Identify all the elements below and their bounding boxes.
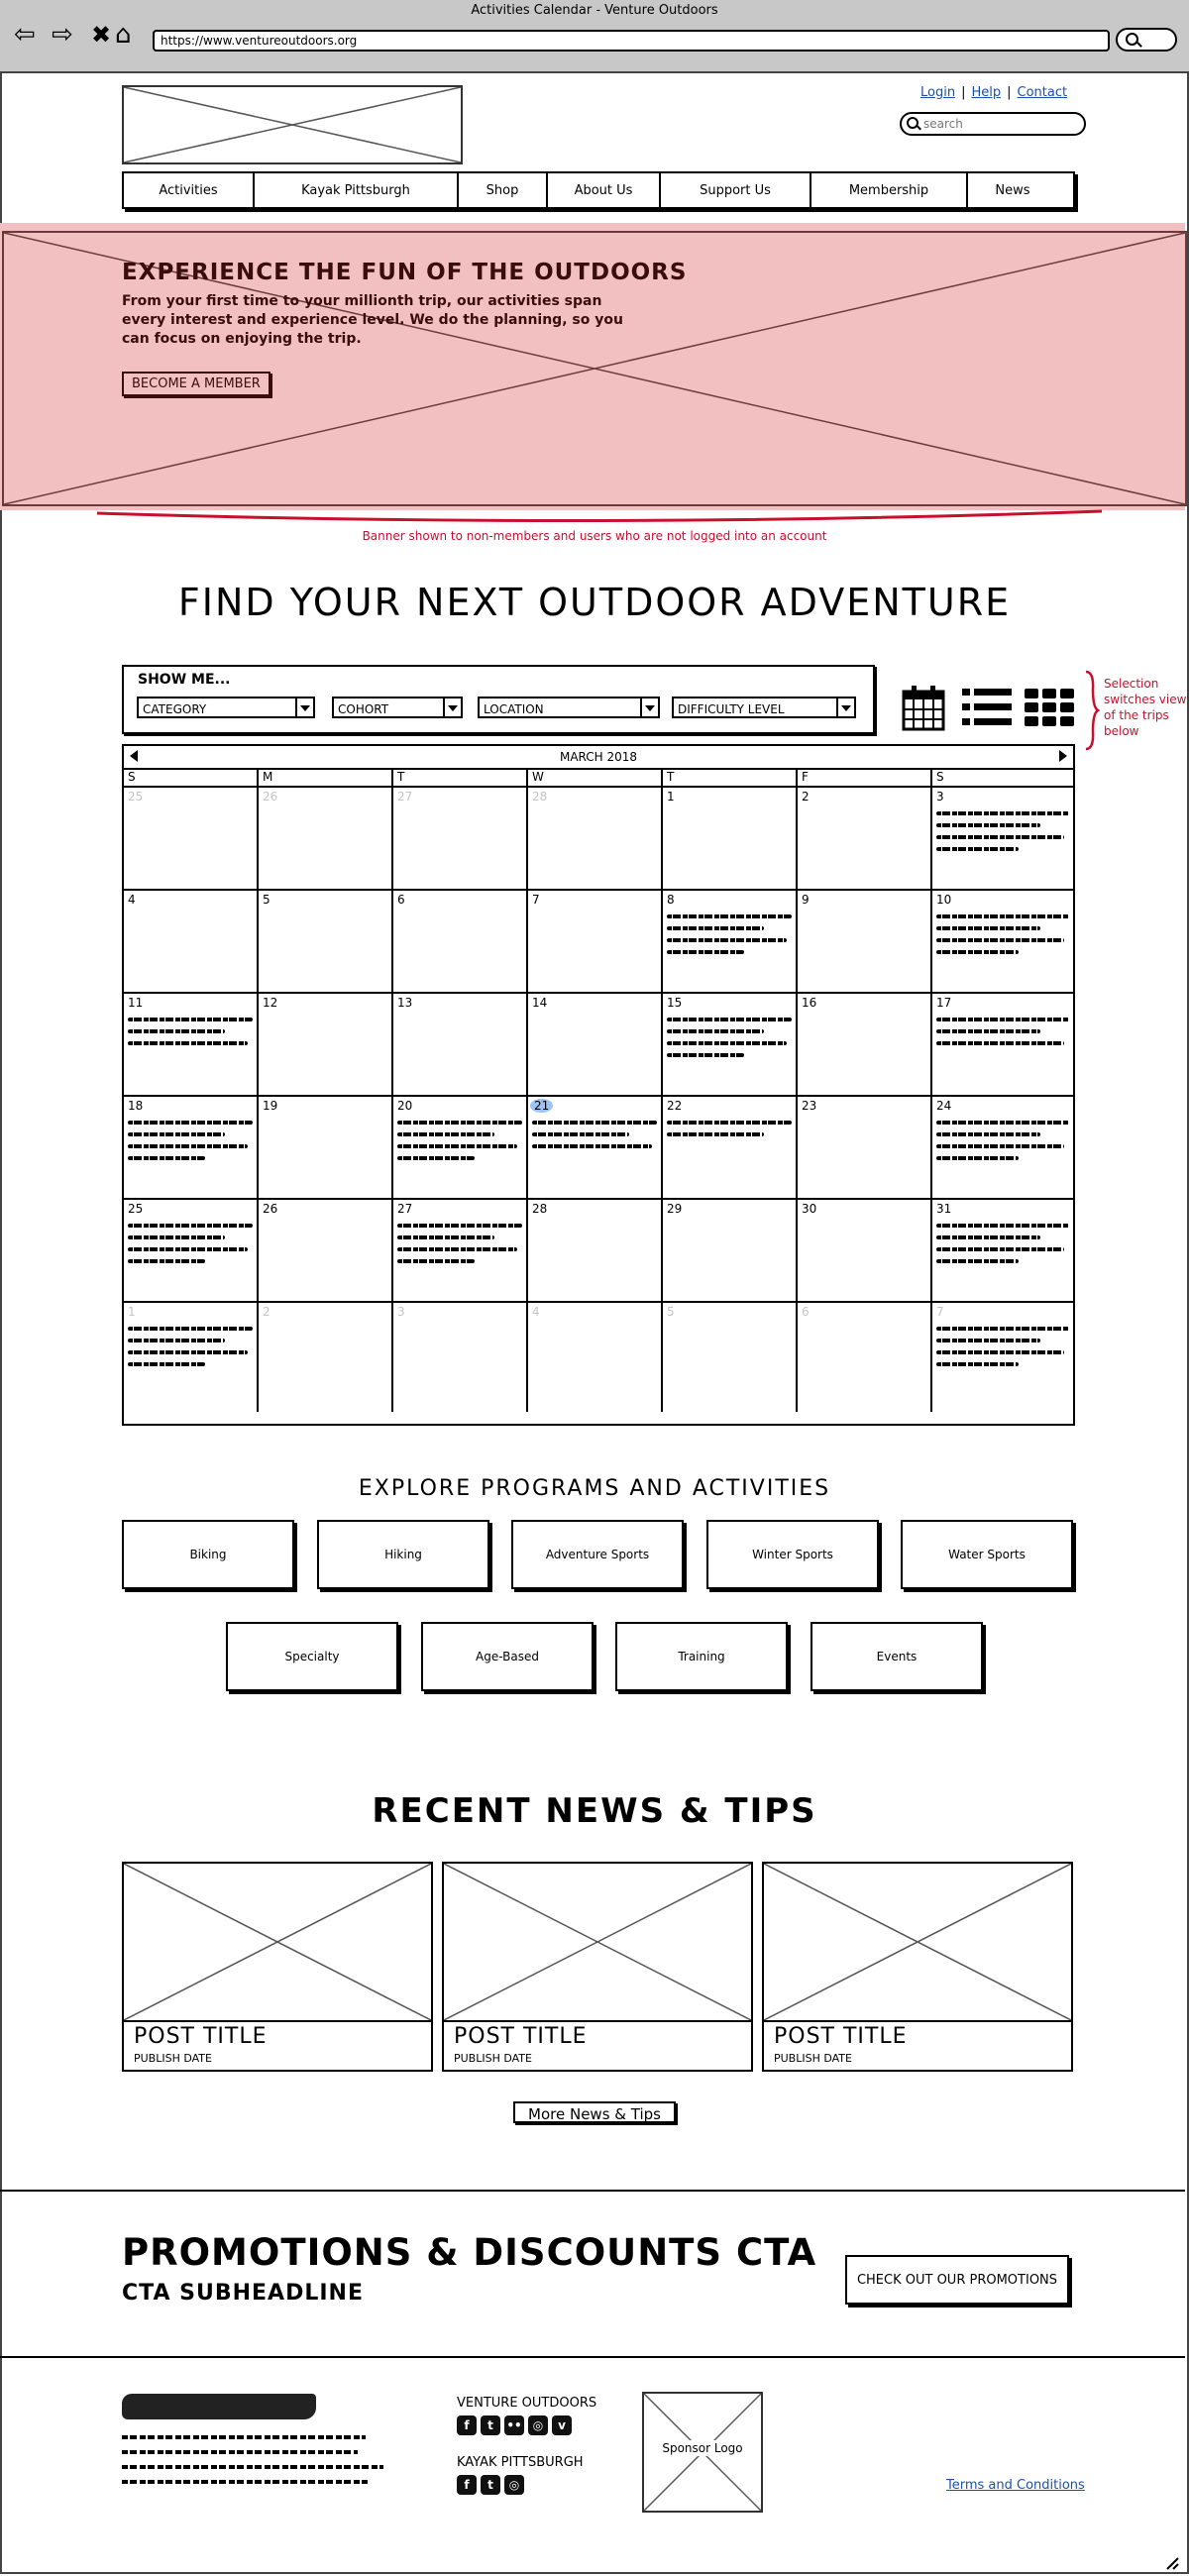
day-number: 7 bbox=[532, 893, 540, 907]
category-select-value: CATEGORY bbox=[143, 702, 207, 716]
stop-icon[interactable]: ✖ bbox=[91, 21, 112, 49]
facebook-icon[interactable]: f bbox=[457, 2415, 477, 2435]
calendar-day[interactable] bbox=[259, 1200, 393, 1303]
vimeo-icon[interactable]: v bbox=[552, 2415, 572, 2435]
resize-handle-icon[interactable] bbox=[1165, 2556, 1179, 2570]
post-date: PUBLISH DATE bbox=[774, 2052, 852, 2065]
day-number: 3 bbox=[397, 1305, 405, 1319]
promo-subheading: CTA SUBHEADLINE bbox=[122, 2281, 364, 2306]
chevron-down-icon bbox=[443, 698, 461, 716]
programs-title: EXPLORE PROGRAMS AND ACTIVITIES bbox=[358, 1476, 831, 1501]
home-icon[interactable]: ⌂ bbox=[115, 20, 132, 50]
calendar-day[interactable] bbox=[663, 1097, 798, 1200]
day-number: 4 bbox=[128, 893, 136, 907]
post-image-placeholder bbox=[764, 1864, 1071, 2022]
event-listing-scribble[interactable] bbox=[936, 1321, 1069, 1374]
event-listing-scribble[interactable] bbox=[936, 1218, 1069, 1271]
nav-about-us[interactable]: About Us bbox=[548, 173, 661, 207]
link-divider: | bbox=[1007, 85, 1012, 100]
calendar-day[interactable] bbox=[932, 1200, 1073, 1303]
day-number: 25 bbox=[128, 1202, 144, 1216]
calendar-divider bbox=[124, 786, 1073, 788]
event-listing-scribble[interactable] bbox=[532, 1115, 657, 1156]
calendar-day[interactable] bbox=[798, 1097, 932, 1200]
day-number: 17 bbox=[936, 996, 952, 1010]
instagram-icon[interactable]: ◎ bbox=[528, 2415, 548, 2435]
day-number: 22 bbox=[667, 1099, 683, 1113]
today-marker: 21 bbox=[530, 1099, 553, 1113]
url-bar[interactable]: https://www.ventureoutdoors.org bbox=[153, 30, 1110, 52]
day-number: 30 bbox=[802, 1202, 817, 1216]
calendar-day[interactable] bbox=[393, 994, 528, 1097]
calendar-day[interactable] bbox=[798, 891, 932, 994]
instagram-icon[interactable]: ◎ bbox=[504, 2475, 524, 2495]
calendar-day[interactable] bbox=[932, 994, 1073, 1097]
calendar-day[interactable] bbox=[798, 788, 932, 891]
day-number: 25 bbox=[128, 790, 144, 804]
more-news-button[interactable]: More News & Tips bbox=[513, 2101, 676, 2123]
event-listing-scribble[interactable] bbox=[667, 1012, 792, 1065]
news-post[interactable] bbox=[122, 1862, 433, 2072]
banner-annotation-brace bbox=[95, 507, 1106, 527]
post-title: POST TITLE bbox=[454, 2024, 588, 2049]
banner-heading: EXPERIENCE THE FUN OF THE OUTDOORS bbox=[122, 260, 688, 285]
day-number: 27 bbox=[397, 790, 413, 804]
calendar-day[interactable] bbox=[663, 788, 798, 891]
main-nav bbox=[122, 171, 1075, 209]
calendar-day[interactable] bbox=[798, 1200, 932, 1303]
day-number: 15 bbox=[667, 996, 683, 1010]
day-number: 10 bbox=[936, 893, 952, 907]
calendar-day[interactable] bbox=[124, 994, 259, 1097]
calendar-day[interactable] bbox=[932, 891, 1073, 994]
day-number: 16 bbox=[802, 996, 817, 1010]
location-select[interactable] bbox=[478, 697, 660, 718]
calendar-day[interactable] bbox=[393, 1200, 528, 1303]
news-post[interactable] bbox=[442, 1862, 753, 2072]
become-member-button[interactable]: BECOME A MEMBER bbox=[122, 372, 270, 396]
event-listing-scribble[interactable] bbox=[936, 909, 1069, 962]
terms-link[interactable]: Terms and Conditions bbox=[946, 2478, 1085, 2493]
browser-search[interactable] bbox=[1116, 28, 1177, 52]
event-listing-scribble[interactable] bbox=[667, 1115, 792, 1144]
weekday-label: M bbox=[263, 770, 273, 784]
event-listing-scribble[interactable] bbox=[936, 1115, 1069, 1168]
calendar-day[interactable] bbox=[259, 994, 393, 1097]
previous-month-icon[interactable] bbox=[130, 750, 138, 762]
site-logo-placeholder[interactable] bbox=[122, 85, 463, 164]
event-listing-scribble[interactable] bbox=[936, 1012, 1069, 1053]
day-number: 24 bbox=[936, 1099, 952, 1113]
event-listing-scribble[interactable] bbox=[667, 909, 792, 962]
back-icon[interactable]: ⇦ bbox=[14, 20, 36, 50]
nav-support-us[interactable]: Support Us bbox=[661, 173, 811, 207]
calendar-day[interactable] bbox=[259, 788, 393, 891]
nav-news[interactable]: News bbox=[995, 182, 1030, 198]
calendar-day[interactable] bbox=[528, 1200, 663, 1303]
calendar-day[interactable] bbox=[932, 1097, 1073, 1200]
day-number: 1 bbox=[128, 1305, 136, 1319]
site-search[interactable] bbox=[900, 112, 1086, 136]
day-number: 2 bbox=[263, 1305, 270, 1319]
nav-shop[interactable]: Shop bbox=[459, 173, 548, 207]
calendar-day[interactable] bbox=[259, 1097, 393, 1200]
program-events[interactable]: Events bbox=[811, 1622, 983, 1691]
news-title: RECENT NEWS & TIPS bbox=[372, 1791, 817, 1831]
calendar-day[interactable] bbox=[124, 1200, 259, 1303]
day-number: 13 bbox=[397, 996, 413, 1010]
search-icon bbox=[907, 117, 919, 129]
weekday-label: W bbox=[532, 770, 544, 784]
day-number: 2 bbox=[802, 790, 810, 804]
day-number: 6 bbox=[397, 893, 405, 907]
post-image-placeholder bbox=[124, 1864, 431, 2022]
weekday-label: S bbox=[936, 770, 944, 784]
location-select-value: LOCATION bbox=[484, 702, 544, 716]
venture-outdoors-label: VENTURE OUTDOORS bbox=[457, 2396, 597, 2411]
sponsor-logo-text: Sponsor Logo bbox=[662, 2441, 743, 2455]
promo-heading: PROMOTIONS & DISCOUNTS CTA bbox=[122, 2231, 817, 2274]
program-training[interactable]: Training bbox=[615, 1622, 788, 1691]
calendar-day[interactable] bbox=[932, 788, 1073, 891]
calendar-day[interactable] bbox=[259, 891, 393, 994]
day-number: 5 bbox=[667, 1305, 675, 1319]
link-divider: | bbox=[961, 85, 966, 100]
day-number: 27 bbox=[397, 1202, 413, 1216]
facebook-icon[interactable]: f bbox=[457, 2475, 477, 2495]
calendar-day[interactable] bbox=[663, 1303, 798, 1412]
contact-link[interactable]: Contact bbox=[1017, 85, 1068, 100]
grid-icon[interactable] bbox=[1025, 687, 1076, 728]
banner-annotation: Banner shown to non-members and users who are not logged into an account bbox=[362, 529, 827, 543]
post-date: PUBLISH DATE bbox=[134, 2052, 212, 2065]
program-hiking[interactable]: Hiking bbox=[317, 1520, 489, 1589]
footer-text-scribble bbox=[122, 2435, 389, 2495]
promotions-button[interactable]: CHECK OUT OUR PROMOTIONS bbox=[845, 2255, 1069, 2305]
weekday-label: S bbox=[128, 770, 136, 784]
chevron-down-icon bbox=[836, 698, 854, 716]
filter-label: SHOW ME... bbox=[138, 672, 231, 688]
event-listing-scribble[interactable] bbox=[397, 1115, 522, 1168]
day-number: 23 bbox=[802, 1099, 817, 1113]
day-number: 20 bbox=[397, 1099, 413, 1113]
post-date: PUBLISH DATE bbox=[454, 2052, 532, 2065]
calendar-day[interactable] bbox=[528, 994, 663, 1097]
program-specialty[interactable]: Specialty bbox=[226, 1622, 398, 1691]
twitter-icon[interactable]: t bbox=[481, 2415, 500, 2435]
post-title: POST TITLE bbox=[134, 2024, 268, 2049]
search-icon bbox=[1126, 33, 1138, 46]
day-number: 28 bbox=[532, 790, 548, 804]
program-adventure-sports[interactable]: Adventure Sports bbox=[511, 1520, 684, 1589]
flickr-icon[interactable]: •• bbox=[504, 2415, 524, 2435]
activity-calendar bbox=[122, 744, 1075, 1426]
weekday-label: T bbox=[397, 770, 405, 784]
day-number: 1 bbox=[667, 790, 675, 804]
cohort-select[interactable] bbox=[332, 697, 463, 718]
sponsor-logo-label bbox=[642, 2441, 763, 2455]
day-number: 5 bbox=[263, 893, 270, 907]
calendar-day[interactable] bbox=[124, 891, 259, 994]
event-listing-scribble[interactable] bbox=[128, 1218, 253, 1271]
calendar-day[interactable] bbox=[393, 788, 528, 891]
nav-activities[interactable]: Activities bbox=[124, 173, 255, 207]
search-input[interactable] bbox=[921, 115, 1074, 133]
next-month-icon[interactable] bbox=[1059, 750, 1067, 762]
calendar-day[interactable] bbox=[393, 891, 528, 994]
forward-icon[interactable]: ⇨ bbox=[52, 20, 73, 50]
help-link[interactable]: Help bbox=[971, 85, 1002, 100]
day-number: 8 bbox=[667, 893, 675, 907]
chevron-down-icon bbox=[640, 698, 658, 716]
footer-logo-scribble bbox=[122, 2394, 316, 2419]
calendar-day[interactable] bbox=[528, 788, 663, 891]
post-image-placeholder bbox=[444, 1864, 751, 2022]
program-age-based[interactable]: Age-Based bbox=[421, 1622, 594, 1691]
day-number: 26 bbox=[263, 790, 278, 804]
chevron-down-icon bbox=[295, 698, 313, 716]
calendar-day[interactable] bbox=[528, 1097, 663, 1200]
calendar-day[interactable] bbox=[528, 891, 663, 994]
calendar-day[interactable] bbox=[528, 1303, 663, 1412]
event-listing-scribble[interactable] bbox=[128, 1321, 253, 1374]
day-number: 28 bbox=[532, 1202, 548, 1216]
calendar-day[interactable] bbox=[663, 1200, 798, 1303]
calendar-day[interactable] bbox=[663, 891, 798, 994]
calendar-icon[interactable] bbox=[902, 684, 945, 731]
difficulty-select-value: DIFFICULTY LEVEL bbox=[678, 702, 785, 716]
day-number: 4 bbox=[532, 1305, 540, 1319]
day-number: 12 bbox=[263, 996, 278, 1010]
calendar-day[interactable] bbox=[798, 1303, 932, 1412]
day-number: 19 bbox=[263, 1099, 278, 1113]
kayak-pittsburgh-label: KAYAK PITTSBURGH bbox=[457, 2455, 584, 2470]
calendar-day[interactable] bbox=[124, 1097, 259, 1200]
event-listing-scribble[interactable] bbox=[128, 1115, 253, 1168]
calendar-day[interactable] bbox=[124, 788, 259, 891]
calendar-day[interactable] bbox=[393, 1303, 528, 1412]
view-annotation: Selection switches view of the trips below bbox=[1104, 677, 1187, 738]
day-number: 26 bbox=[263, 1202, 278, 1216]
program-winter-sports[interactable]: Winter Sports bbox=[706, 1520, 879, 1589]
event-listing-scribble[interactable] bbox=[397, 1218, 522, 1271]
category-select[interactable] bbox=[137, 697, 315, 718]
nav-membership[interactable]: Membership bbox=[811, 173, 968, 207]
news-post[interactable] bbox=[762, 1862, 1073, 2072]
twitter-icon[interactable]: t bbox=[481, 2475, 500, 2495]
calendar-day[interactable] bbox=[124, 1303, 259, 1412]
post-title: POST TITLE bbox=[774, 2024, 908, 2049]
event-listing-scribble[interactable] bbox=[936, 805, 1069, 859]
calendar-month: MARCH 2018 bbox=[124, 746, 1073, 770]
window-title: Activities Calendar - Venture Outdoors bbox=[471, 3, 718, 18]
weekday-label: T bbox=[667, 770, 675, 784]
difficulty-select[interactable] bbox=[672, 697, 856, 718]
utility-links bbox=[920, 85, 1067, 100]
program-biking[interactable]: Biking bbox=[122, 1520, 294, 1589]
day-number: 18 bbox=[128, 1099, 144, 1113]
page-title: FIND YOUR NEXT OUTDOOR ADVENTURE bbox=[177, 581, 1012, 624]
day-number: 3 bbox=[936, 790, 944, 804]
banner-body: From your first time to your millionth trip, our activities span every interest and experience level. We do the planning, so you can focus on enjoying the trip. bbox=[122, 293, 623, 347]
calendar-day[interactable] bbox=[932, 1303, 1073, 1412]
day-number: 11 bbox=[128, 996, 144, 1010]
view-annotation-brace bbox=[1084, 670, 1100, 751]
day-number: 7 bbox=[936, 1305, 944, 1319]
day-number: 31 bbox=[936, 1202, 952, 1216]
calendar-day[interactable] bbox=[259, 1303, 393, 1412]
login-link[interactable]: Login bbox=[920, 85, 956, 100]
calendar-day[interactable] bbox=[393, 1097, 528, 1200]
list-icon[interactable] bbox=[962, 687, 1012, 728]
calendar-day[interactable] bbox=[663, 994, 798, 1097]
nav-kayak-pittsburgh[interactable]: Kayak Pittsburgh bbox=[255, 173, 459, 207]
calendar-day[interactable] bbox=[798, 994, 932, 1097]
day-number: 29 bbox=[667, 1202, 683, 1216]
day-number: 9 bbox=[802, 893, 810, 907]
day-number: 6 bbox=[802, 1305, 810, 1319]
event-listing-scribble[interactable] bbox=[128, 1012, 253, 1053]
program-water-sports[interactable]: Water Sports bbox=[901, 1520, 1073, 1589]
cohort-select-value: COHORT bbox=[338, 702, 389, 716]
weekday-label: F bbox=[802, 770, 809, 784]
day-number: 14 bbox=[532, 996, 548, 1010]
